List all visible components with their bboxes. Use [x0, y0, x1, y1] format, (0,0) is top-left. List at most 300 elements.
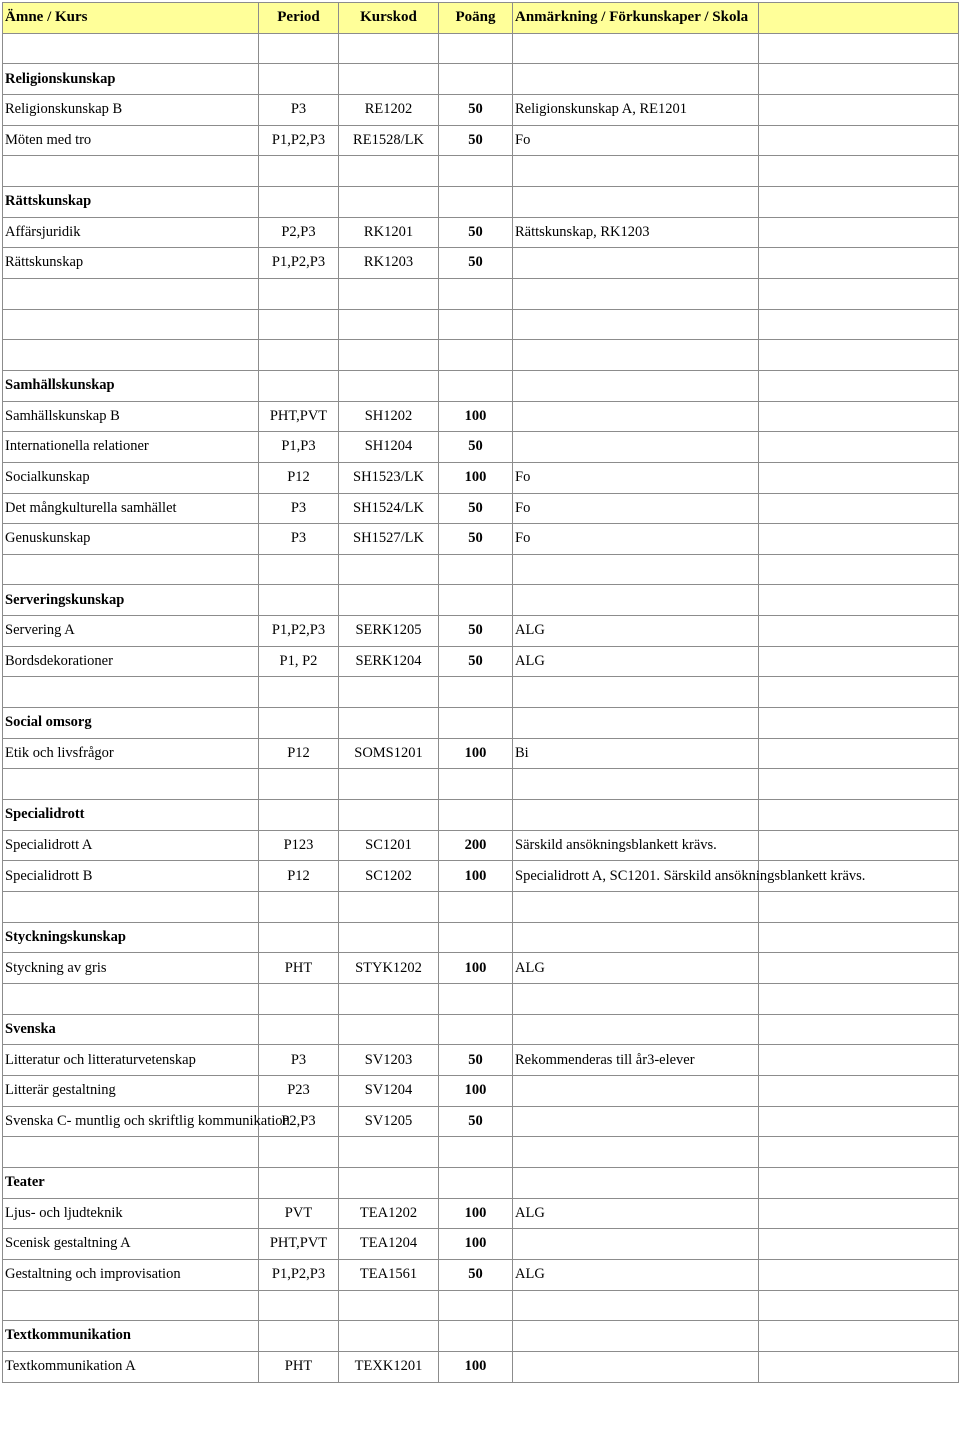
cell-extra [759, 1106, 959, 1137]
cell-code: RE1202 [339, 94, 439, 125]
cell-code: RK1203 [339, 248, 439, 279]
cell-extra [759, 1321, 959, 1352]
cell-name: Bordsdekorationer [3, 646, 259, 677]
cell-points: 100 [439, 401, 513, 432]
cell-period: P1,P2,P3 [259, 1259, 339, 1290]
cell-code [339, 33, 439, 64]
cell-note [513, 340, 759, 371]
cell-points: 100 [439, 1229, 513, 1260]
cell-code: SERK1204 [339, 646, 439, 677]
cell-note: Fo [513, 462, 759, 493]
cell-code [339, 1167, 439, 1198]
cell-name [3, 340, 259, 371]
cell-note [513, 64, 759, 95]
course-row [3, 432, 959, 463]
cell-name: Samhällskunskap [3, 370, 259, 401]
cell-note: ALG [513, 646, 759, 677]
blank-row [3, 340, 959, 371]
cell-period [259, 156, 339, 187]
cell-points: 50 [439, 217, 513, 248]
cell-extra [759, 800, 959, 831]
cell-code [339, 309, 439, 340]
cell-points: 50 [439, 1045, 513, 1076]
cell-period: PHT,PVT [259, 401, 339, 432]
cell-extra [759, 156, 959, 187]
course-row [3, 401, 959, 432]
cell-code: RK1201 [339, 217, 439, 248]
blank-row [3, 156, 959, 187]
cell-code: SV1205 [339, 1106, 439, 1137]
cell-period [259, 340, 339, 371]
subject-row [3, 1014, 959, 1045]
cell-note: ALG [513, 616, 759, 647]
cell-note: Religionskunskap A, RE1201 [513, 94, 759, 125]
course-row [3, 616, 959, 647]
cell-period [259, 1137, 339, 1168]
cell-code [339, 64, 439, 95]
cell-points: 50 [439, 1106, 513, 1137]
cell-period [259, 1014, 339, 1045]
cell-extra [759, 1045, 959, 1076]
cell-points: 100 [439, 1075, 513, 1106]
course-row [3, 125, 959, 156]
cell-note [513, 861, 866, 892]
subject-row [3, 1167, 959, 1198]
cell-points [439, 1014, 513, 1045]
cell-extra [759, 922, 959, 953]
cell-points: 100 [439, 861, 513, 892]
cell-code [339, 156, 439, 187]
cell-points [439, 800, 513, 831]
cell-note [513, 585, 759, 616]
cell-period [259, 1290, 339, 1321]
cell-name: Religionskunskap [3, 64, 259, 95]
cell-note [513, 1229, 759, 1260]
course-row [3, 1106, 959, 1137]
cell-extra [759, 708, 959, 739]
cell-note: Fo [513, 524, 759, 555]
cell-name: Rättskunskap [3, 248, 259, 279]
cell-extra [759, 585, 959, 616]
cell-note [513, 1075, 759, 1106]
cell-extra [759, 1290, 959, 1321]
cell-extra [759, 616, 959, 647]
cell-note [513, 1014, 759, 1045]
cell-period [259, 33, 339, 64]
cell-extra [759, 401, 959, 432]
cell-code: RE1528/LK [339, 125, 439, 156]
cell-code: SC1201 [339, 830, 439, 861]
blank-row [3, 278, 959, 309]
blank-row [3, 1137, 959, 1168]
cell-note-text: Specialidrott A, SC1201. Särskild ansökningsblankett krävs. [515, 867, 866, 884]
cell-extra [759, 33, 959, 64]
cell-code [339, 554, 439, 585]
cell-code [339, 370, 439, 401]
cell-name-text: Svenska C- muntlig och skriftlig kommunikation [5, 1112, 290, 1129]
cell-extra [759, 953, 959, 984]
cell-name: Specialidrott A [3, 830, 259, 861]
cell-name: Textkommunikation A [3, 1351, 259, 1382]
cell-points [439, 1290, 513, 1321]
course-row [3, 646, 959, 677]
cell-code [339, 1290, 439, 1321]
course-row [3, 1045, 959, 1076]
cell-extra [759, 892, 959, 923]
cell-period [259, 769, 339, 800]
cell-points [439, 340, 513, 371]
cell-points [439, 769, 513, 800]
cell-period: P1,P2,P3 [259, 248, 339, 279]
course-row [3, 1259, 959, 1290]
cell-points: 100 [439, 738, 513, 769]
cell-name: Social omsorg [3, 708, 259, 739]
cell-code: SERK1205 [339, 616, 439, 647]
cell-name: Servering A [3, 616, 259, 647]
cell-code: SV1204 [339, 1075, 439, 1106]
cell-note [513, 769, 759, 800]
cell-name [3, 554, 259, 585]
cell-period [259, 800, 339, 831]
header-subject: Ämne / Kurs [3, 3, 259, 34]
subject-row [3, 800, 959, 831]
cell-points: 50 [439, 94, 513, 125]
header-period: Period [259, 3, 339, 34]
cell-name [3, 33, 259, 64]
cell-period: P3 [259, 524, 339, 555]
header-row [3, 3, 959, 34]
cell-points: 100 [439, 1351, 513, 1382]
cell-period [259, 64, 339, 95]
cell-code [339, 186, 439, 217]
blank-row [3, 984, 959, 1015]
cell-note [513, 1137, 759, 1168]
cell-name: Möten med tro [3, 125, 259, 156]
cell-period: P1,P3 [259, 432, 339, 463]
cell-name [3, 156, 259, 187]
cell-name: Gestaltning och improvisation [3, 1259, 259, 1290]
cell-extra [759, 524, 959, 555]
cell-extra [759, 769, 959, 800]
cell-period [259, 708, 339, 739]
cell-note: ALG [513, 1198, 759, 1229]
header-extra [759, 3, 959, 34]
cell-code: SOMS1201 [339, 738, 439, 769]
cell-period [259, 370, 339, 401]
cell-extra [759, 278, 959, 309]
cell-extra [759, 677, 959, 708]
cell-code [339, 1321, 439, 1352]
cell-extra [759, 1167, 959, 1198]
course-row [3, 1229, 959, 1260]
cell-name [3, 1290, 259, 1321]
course-row [3, 830, 959, 861]
cell-note [513, 677, 759, 708]
cell-period [259, 892, 339, 923]
cell-name: Rättskunskap [3, 186, 259, 217]
cell-name: Svenska [3, 1014, 259, 1045]
cell-code: SH1523/LK [339, 462, 439, 493]
course-row [3, 94, 959, 125]
cell-period [259, 585, 339, 616]
cell-code: SH1524/LK [339, 493, 439, 524]
cell-name: Det mångkulturella samhället [3, 493, 259, 524]
cell-code: TEXK1201 [339, 1351, 439, 1382]
cell-note: Fo [513, 493, 759, 524]
cell-note [513, 1167, 759, 1198]
cell-name [3, 984, 259, 1015]
cell-points [439, 309, 513, 340]
cell-extra [759, 248, 959, 279]
cell-extra [759, 830, 959, 861]
cell-extra [759, 1014, 959, 1045]
cell-period [259, 1167, 339, 1198]
cell-extra [759, 432, 959, 463]
cell-period [259, 984, 339, 1015]
course-row [3, 738, 959, 769]
cell-note: Fo [513, 125, 759, 156]
cell-period: P3 [259, 94, 339, 125]
cell-period [259, 186, 339, 217]
cell-code [339, 677, 439, 708]
blank-row [3, 677, 959, 708]
cell-points [439, 984, 513, 1015]
cell-period: P23 [259, 1075, 339, 1106]
cell-code [339, 1014, 439, 1045]
cell-code [339, 769, 439, 800]
blank-row [3, 309, 959, 340]
cell-period: PHT,PVT [259, 1229, 339, 1260]
cell-extra [759, 738, 959, 769]
cell-name [3, 309, 259, 340]
cell-extra [759, 94, 959, 125]
subject-row [3, 1321, 959, 1352]
cell-name [3, 769, 259, 800]
cell-note: ALG [513, 1259, 759, 1290]
cell-note: Rättskunskap, RK1203 [513, 217, 759, 248]
cell-extra [759, 1075, 959, 1106]
cell-note: Särskild ansökningsblankett krävs. [513, 830, 759, 861]
cell-extra [759, 1229, 959, 1260]
cell-period [259, 554, 339, 585]
header-points: Poäng [439, 3, 513, 34]
cell-code [339, 922, 439, 953]
cell-extra [759, 462, 959, 493]
blank-row [3, 892, 959, 923]
cell-points: 200 [439, 830, 513, 861]
cell-note [513, 554, 759, 585]
cell-name [3, 677, 259, 708]
cell-note [513, 1351, 759, 1382]
cell-extra [759, 554, 959, 585]
blank-row [3, 769, 959, 800]
cell-note: Bi [513, 738, 759, 769]
cell-name: Specialidrott [3, 800, 259, 831]
cell-points [439, 708, 513, 739]
cell-points [439, 554, 513, 585]
subject-row [3, 370, 959, 401]
cell-points: 50 [439, 432, 513, 463]
cell-note [513, 1290, 759, 1321]
cell-points [439, 370, 513, 401]
cell-name [3, 892, 259, 923]
cell-name: Styckning av gris [3, 953, 259, 984]
cell-note [513, 1321, 759, 1352]
course-row [3, 953, 959, 984]
cell-note: ALG [513, 953, 759, 984]
course-row [3, 248, 959, 279]
cell-note [513, 922, 759, 953]
cell-period: P1,P2,P3 [259, 616, 339, 647]
cell-code [339, 708, 439, 739]
course-row [3, 861, 959, 892]
cell-name: Scenisk gestaltning A [3, 1229, 259, 1260]
cell-points [439, 186, 513, 217]
subject-row [3, 708, 959, 739]
cell-points: 50 [439, 248, 513, 279]
cell-points [439, 64, 513, 95]
cell-extra [759, 309, 959, 340]
course-row [3, 1198, 959, 1229]
cell-name: Teater [3, 1167, 259, 1198]
cell-note [513, 278, 759, 309]
cell-period: P1,P2,P3 [259, 125, 339, 156]
cell-name: Litteratur och litteraturvetenskap [3, 1045, 259, 1076]
cell-code [339, 585, 439, 616]
cell-points: 50 [439, 125, 513, 156]
course-row [3, 462, 959, 493]
cell-code: STYK1202 [339, 953, 439, 984]
cell-points: 50 [439, 493, 513, 524]
subject-row [3, 585, 959, 616]
cell-note [513, 370, 759, 401]
cell-name: Litterär gestaltning [3, 1075, 259, 1106]
course-row [3, 217, 959, 248]
cell-period: PHT [259, 953, 339, 984]
cell-extra [759, 186, 959, 217]
cell-name: Internationella relationer [3, 432, 259, 463]
cell-note [513, 156, 759, 187]
subject-row [3, 922, 959, 953]
course-row [3, 524, 959, 555]
cell-period: PHT [259, 1351, 339, 1382]
cell-name: Ljus- och ljudteknik [3, 1198, 259, 1229]
cell-note: Rekommenderas till år3-elever [513, 1045, 759, 1076]
cell-points [439, 156, 513, 187]
cell-points [439, 1137, 513, 1168]
cell-name [3, 1106, 290, 1137]
cell-note [513, 892, 759, 923]
blank-row [3, 1290, 959, 1321]
cell-period: P3 [259, 1045, 339, 1076]
cell-code: SV1203 [339, 1045, 439, 1076]
cell-points: 50 [439, 646, 513, 677]
cell-name: Affärsjuridik [3, 217, 259, 248]
course-row [3, 1075, 959, 1106]
cell-points [439, 1167, 513, 1198]
cell-points [439, 892, 513, 923]
blank-row [3, 554, 959, 585]
cell-points [439, 585, 513, 616]
cell-period: P12 [259, 861, 339, 892]
cell-name: Styckningskunskap [3, 922, 259, 953]
cell-points: 50 [439, 1259, 513, 1290]
cell-period [259, 278, 339, 309]
cell-note [513, 248, 759, 279]
cell-name: Serveringskunskap [3, 585, 259, 616]
cell-code: TEA1204 [339, 1229, 439, 1260]
cell-extra [759, 493, 959, 524]
cell-code: SH1527/LK [339, 524, 439, 555]
cell-extra [759, 125, 959, 156]
cell-name [3, 1137, 259, 1168]
cell-period: P1, P2 [259, 646, 339, 677]
cell-period: P12 [259, 462, 339, 493]
header-code: Kurskod [339, 3, 439, 34]
cell-name: Genuskunskap [3, 524, 259, 555]
cell-period [259, 922, 339, 953]
cell-extra [759, 340, 959, 371]
subject-row [3, 64, 959, 95]
cell-note [513, 432, 759, 463]
course-body [3, 33, 959, 1382]
cell-extra [759, 1198, 959, 1229]
cell-code [339, 892, 439, 923]
cell-extra [759, 984, 959, 1015]
cell-code: TEA1202 [339, 1198, 439, 1229]
cell-points [439, 278, 513, 309]
cell-period: P2,P3 [259, 217, 339, 248]
cell-points: 50 [439, 524, 513, 555]
cell-name: Textkommunikation [3, 1321, 259, 1352]
cell-extra [759, 1137, 959, 1168]
cell-extra [759, 1351, 959, 1382]
cell-extra [759, 646, 959, 677]
cell-period: PVT [259, 1198, 339, 1229]
cell-name: Etik och livsfrågor [3, 738, 259, 769]
cell-name: Religionskunskap B [3, 94, 259, 125]
cell-extra [759, 370, 959, 401]
cell-note [513, 186, 759, 217]
cell-code: SC1202 [339, 861, 439, 892]
cell-period: P3 [259, 493, 339, 524]
cell-period [259, 1321, 339, 1352]
cell-period: P12 [259, 738, 339, 769]
cell-note [513, 33, 759, 64]
cell-note [513, 1106, 759, 1137]
cell-points: 100 [439, 1198, 513, 1229]
cell-points [439, 677, 513, 708]
cell-code: SH1202 [339, 401, 439, 432]
cell-note [513, 401, 759, 432]
course-row [3, 1351, 959, 1382]
blank-row [3, 33, 959, 64]
cell-extra [759, 217, 959, 248]
course-row [3, 493, 959, 524]
cell-name [3, 278, 259, 309]
cell-points [439, 33, 513, 64]
cell-points: 100 [439, 462, 513, 493]
cell-code [339, 1137, 439, 1168]
cell-period [259, 677, 339, 708]
cell-code [339, 800, 439, 831]
cell-note [513, 800, 759, 831]
cell-code [339, 340, 439, 371]
header-note: Anmärkning / Förkunskaper / Skola [513, 3, 759, 34]
subject-row [3, 186, 959, 217]
cell-extra [759, 64, 959, 95]
cell-name: Samhällskunskap B [3, 401, 259, 432]
